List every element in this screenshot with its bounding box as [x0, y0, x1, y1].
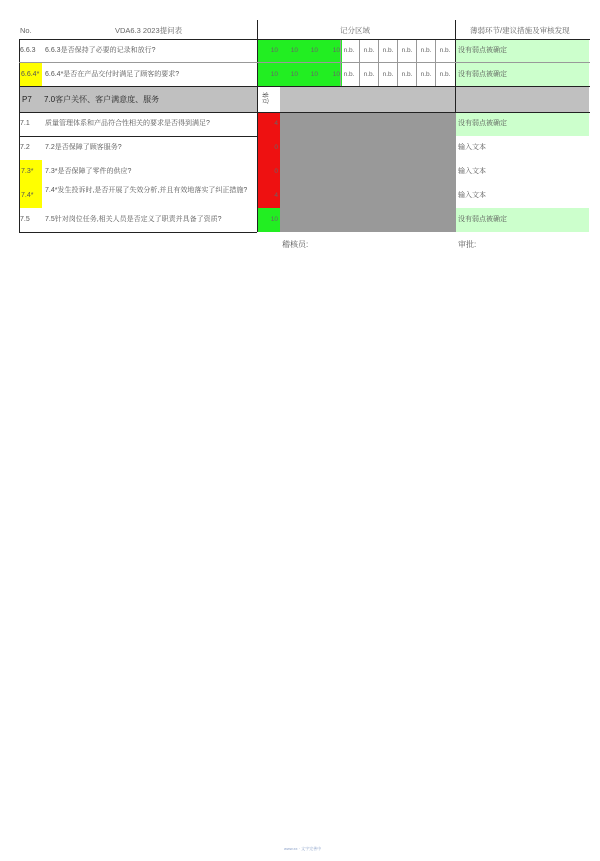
section-p7-title: 7.0客户关怀、客户满意度、服务	[44, 95, 160, 104]
header-title: VDA6.3 2023提问表	[115, 26, 183, 35]
grid-line	[397, 40, 398, 86]
row-question-7-3: 7.3*是否保障了零件的供应?	[45, 168, 132, 175]
header-weakness: 薄弱环节/建议措施及审核发现	[470, 26, 570, 35]
note-7-3: 输入文本	[458, 168, 486, 175]
row-no-7-5: 7.5	[20, 216, 30, 223]
score-cell: 10	[310, 47, 318, 54]
row-no-7-2: 7.2	[20, 144, 30, 151]
nb-cell: n.b.	[382, 71, 394, 78]
grid-line	[257, 20, 258, 232]
nb-cell: n.b.	[439, 47, 451, 54]
nb-cell: n.b.	[363, 47, 375, 54]
row-question-7-4: 7.4*发生投诉时,是否开展了失效分析,并且有效地落实了纠正措施?	[45, 187, 248, 194]
grid-line	[19, 86, 590, 87]
score-7-2: 0	[274, 144, 278, 151]
score-7-1: 4	[274, 120, 278, 127]
score-cell: 10	[270, 71, 278, 78]
nb-cell: n.b.	[420, 47, 432, 54]
row-question-7-5: 7.5针对岗位任务,相关人员是否定义了职责并具备了资质?	[45, 216, 222, 223]
nb-cell: n.b.	[401, 47, 413, 54]
note-7-5: 没有弱点被确定	[458, 216, 507, 223]
section-p7-vertical-label: 总体	[264, 91, 270, 104]
grid-line	[416, 40, 417, 86]
score-cell: 10	[332, 47, 340, 54]
note-7-2: 输入文本	[458, 144, 486, 151]
nb-cell: n.b.	[363, 71, 375, 78]
row-question-6-6-4: 6.6.4*是否在产品交付时满足了顾客的要求?	[45, 71, 180, 78]
score-cell: 10	[290, 71, 298, 78]
row-no-7-3: 7.3*	[21, 168, 34, 175]
row-no-7-1: 7.1	[20, 120, 30, 127]
row-no-6-6-4: 6.6.4*	[21, 71, 40, 78]
score-7-5: 10	[270, 216, 278, 223]
grid-line	[340, 40, 341, 86]
grid-line	[455, 20, 456, 112]
grid-line	[359, 40, 360, 86]
nb-cell: n.b.	[420, 71, 432, 78]
nb-cell: n.b.	[439, 71, 451, 78]
section-p7-code: P7	[22, 95, 32, 104]
row-no-7-4: 7.4*	[21, 192, 34, 199]
row-question-7-2: 7.2是否保障了顾客服务?	[45, 144, 122, 151]
nb-cell: n.b.	[401, 71, 413, 78]
score-7-3: 0	[274, 168, 278, 175]
note-6-6-4: 没有弱点被确定	[458, 71, 507, 78]
score-7-4: 4	[274, 192, 278, 199]
grid-line	[435, 40, 436, 86]
nb-cell: n.b.	[382, 47, 394, 54]
note-7-1: 没有弱点被确定	[458, 120, 507, 127]
grid-line	[378, 40, 379, 86]
grid-line	[19, 62, 590, 63]
note-7-4: 输入文本	[458, 192, 486, 199]
grid-line	[19, 112, 590, 113]
gray-record-block	[280, 112, 456, 232]
score-cell: 10	[332, 71, 340, 78]
score-cell: 10	[310, 71, 318, 78]
approver-label: 审批:	[458, 240, 477, 249]
header-no-label: No.	[20, 26, 32, 35]
nb-cell: n.b.	[343, 47, 355, 54]
grid-line	[19, 39, 590, 40]
grid-line	[19, 232, 257, 233]
row-question-7-1: 质量管理体系和产品符合性相关的要求是否得到满足?	[45, 120, 210, 127]
row-no-6-6-3: 6.6.3	[20, 47, 36, 54]
header-record-area: 记分区域	[340, 26, 370, 35]
grid-line	[19, 136, 257, 137]
score-cell: 10	[290, 47, 298, 54]
score-cell: 10	[270, 47, 278, 54]
nb-cell: n.b.	[343, 71, 355, 78]
auditor-label: 稽核员:	[282, 240, 309, 249]
note-6-6-3: 没有弱点被确定	[458, 47, 507, 54]
row-question-6-6-3: 6.6.3是否保持了必要的记录和放行?	[45, 47, 156, 54]
page-footer-note: www.xx · 文字完善中	[284, 846, 322, 851]
